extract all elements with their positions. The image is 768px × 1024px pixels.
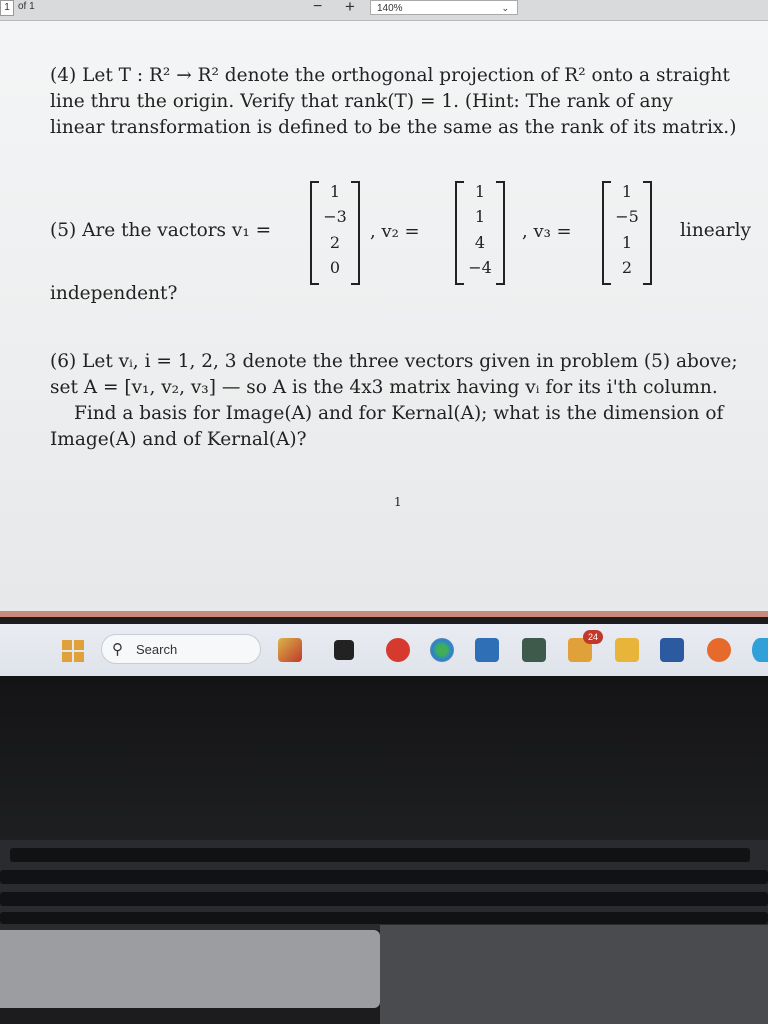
launcher-icon[interactable] [615, 638, 639, 662]
matrix-entry: 1 [474, 182, 486, 201]
matrix-entry: −5 [615, 207, 639, 226]
laptop-bezel [0, 676, 768, 856]
search-label: Search [136, 642, 178, 657]
taskbar [0, 624, 768, 676]
matrix-entry: 0 [329, 258, 341, 277]
browser-icon[interactable] [430, 638, 454, 662]
app-icon[interactable] [386, 638, 410, 662]
zoom-select[interactable] [370, 0, 518, 15]
laptop-palmrest-right [380, 925, 768, 1024]
problem-4-line: (4) Let T : R² → R² denote the orthogonal projection of R² onto a straight [50, 65, 730, 86]
matrix-entry: 1 [621, 233, 633, 252]
matrix-entry: 2 [621, 258, 633, 277]
matrix-entry: −3 [323, 207, 347, 226]
problem-5-continuation: independent? [50, 283, 178, 304]
matrix-entry: 1 [329, 182, 341, 201]
document-page [0, 21, 768, 611]
search-icon: ⚲ [112, 641, 123, 658]
taskbar-search[interactable] [101, 634, 261, 664]
problem-4-text [50, 63, 754, 141]
windows-start-icon[interactable] [62, 640, 84, 662]
v2-label: , v₂ = [370, 221, 420, 242]
vector-v3 [602, 181, 652, 285]
laptop-palmrest [0, 930, 380, 1008]
page-number-input[interactable]: 1 [0, 0, 14, 16]
task-view-icon[interactable] [334, 640, 354, 660]
vector-v1 [310, 181, 360, 285]
chevron-down-icon: ⌄ [501, 3, 509, 13]
file-explorer-icon[interactable] [475, 638, 499, 662]
matrix-entry: 4 [474, 233, 486, 252]
matrix-entry: 2 [329, 233, 341, 252]
key-row [0, 912, 768, 924]
media-icon[interactable] [707, 638, 731, 662]
problem-6-text [50, 349, 754, 453]
vector-v2 [455, 181, 505, 285]
zoom-in-button[interactable]: + [345, 0, 355, 16]
key-row [10, 848, 750, 862]
partial-app-icon[interactable] [752, 638, 768, 662]
matrix-entry: −4 [468, 258, 492, 277]
problem-6-line: Image(A) and of Kernal(A)? [50, 429, 307, 450]
zoom-out-button[interactable]: − [313, 0, 323, 15]
problem-6-line: (6) Let vᵢ, i = 1, 2, 3 denote the three vectors given in problem (5) above; [50, 351, 738, 372]
store-icon[interactable] [522, 638, 546, 662]
problem-5-tail: linearly [680, 220, 751, 241]
pdf-toolbar [0, 0, 768, 21]
page-number: 1 [394, 495, 402, 509]
laptop-keyboard [0, 840, 768, 930]
key-row [0, 870, 768, 884]
problem-4-line: line thru the origin. Verify that rank(T) = 1. (Hint: The rank of any [50, 91, 673, 112]
problem-6-line: set A = [v₁, v₂, v₃] — so A is the 4x3 matrix having vᵢ for its i'th column. [50, 377, 718, 398]
notification-badge: 24 [583, 630, 603, 644]
problem-4-line: linear transformation is defined to be the same as the rank of its matrix.) [50, 117, 737, 138]
screen-edge-strip [0, 611, 768, 617]
dictionary-icon[interactable] [660, 638, 684, 662]
matrix-entry: 1 [621, 182, 633, 201]
problem-6-line: Find a basis for Image(A) and for Kernal(A); what is the dimension of [74, 403, 724, 424]
widgets-icon[interactable] [278, 638, 302, 662]
page-total-label: of 1 [18, 1, 35, 12]
key-row [0, 892, 768, 906]
v3-label: , v₃ = [522, 221, 572, 242]
zoom-level-value: 140% [377, 3, 403, 14]
problem-5-label: (5) Are the vactors v₁ = [50, 220, 272, 241]
matrix-entry: 1 [474, 207, 486, 226]
